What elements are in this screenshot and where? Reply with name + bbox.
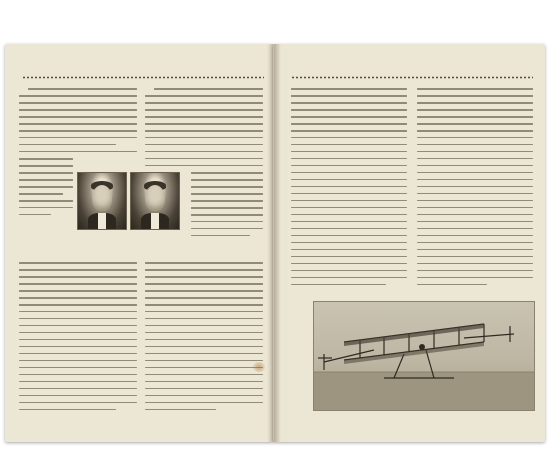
paper-stain (253, 362, 265, 372)
left-page (5, 44, 273, 442)
airplane-photo (313, 301, 535, 411)
ornamental-rule (291, 76, 533, 79)
ornamental-rule (22, 76, 264, 79)
left-page-column-1-lower (19, 262, 137, 416)
portrait-photo-left (77, 172, 127, 230)
right-running-head (291, 74, 536, 80)
left-page-column-2-lower (145, 262, 263, 416)
airplane-illustration (314, 302, 534, 410)
left-page-column-1 (19, 88, 137, 158)
right-page (273, 44, 545, 442)
right-page-column-2 (417, 88, 533, 291)
left-page-column-2 (145, 88, 263, 172)
left-page-narrow-text (19, 158, 73, 221)
open-booklet (5, 44, 545, 442)
portrait-photo-right (130, 172, 180, 230)
right-page-column-1 (291, 88, 407, 291)
left-page-text-beside-portraits (191, 172, 263, 242)
left-running-head (19, 74, 264, 80)
